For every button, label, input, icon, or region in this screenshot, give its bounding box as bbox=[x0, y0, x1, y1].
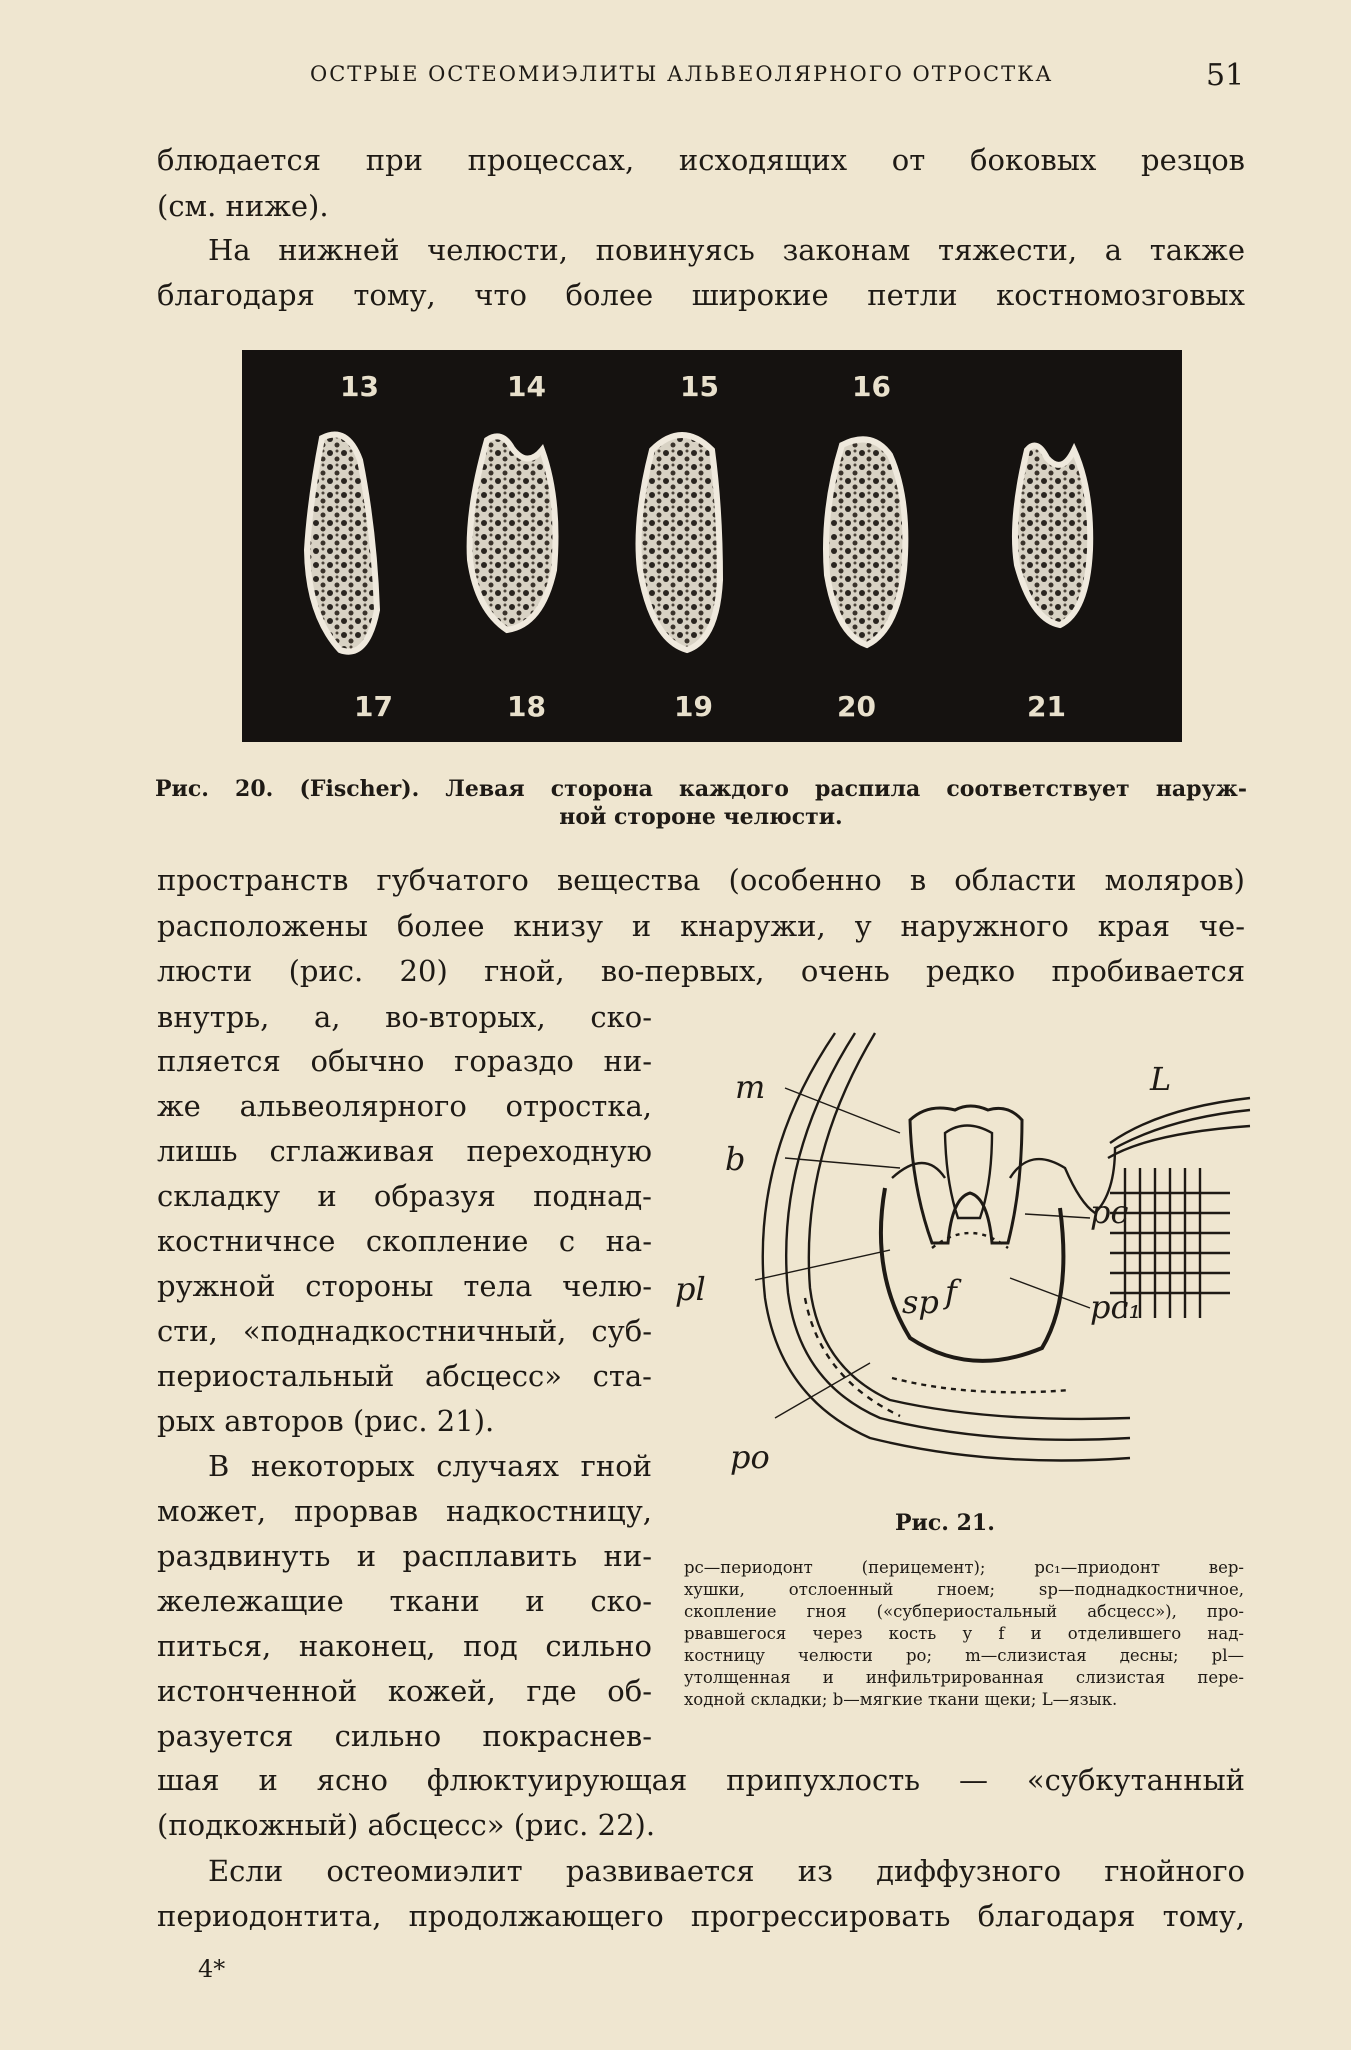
text-line: периодонтита, продолжающего прогрессировать благодаря тому, bbox=[157, 1899, 1245, 1933]
figure-21-legend bbox=[684, 1557, 1244, 1711]
section-label: 17 bbox=[354, 690, 393, 723]
label-b: b bbox=[725, 1140, 746, 1178]
legend-line: костницу челюсти po; m—слизистая десны; pl— bbox=[684, 1646, 1244, 1665]
text-line: шая и ясно флюктуирующая припухлость — «субкутанный bbox=[157, 1763, 1245, 1797]
caption-line: ной стороне челюсти. bbox=[559, 804, 843, 830]
text-line: лишь сглаживая переходную bbox=[157, 1134, 652, 1168]
bone-section-2 bbox=[470, 436, 556, 630]
text-line: люсти (рис. 20) гной, во-первых, очень редко пробивается bbox=[157, 954, 1245, 988]
label-L: L bbox=[1150, 1060, 1172, 1098]
bone-section-3 bbox=[639, 435, 721, 650]
text-line: же альвеолярного отростка, bbox=[157, 1089, 652, 1123]
legend-line: хушки, отслоенный гноем; sp—поднадкостничное, bbox=[684, 1580, 1244, 1599]
section-label: 14 bbox=[507, 370, 546, 403]
text-line: костничнсе скопление с на- bbox=[157, 1224, 652, 1258]
legend-line: рвавшегося через кость у f и отделившего над- bbox=[684, 1624, 1244, 1643]
section-label: 19 bbox=[674, 690, 713, 723]
caption-line: Рис. 20. (Fischer). Левая сторона каждого распила соответствует наруж- bbox=[155, 776, 1247, 802]
text-line: (подкожный) абсцесс» (рис. 22). bbox=[157, 1808, 656, 1842]
text-line: периостальный абсцесс» ста- bbox=[157, 1359, 652, 1393]
text-line: может, прорвав надкостницу, bbox=[157, 1494, 652, 1528]
section-label: 15 bbox=[680, 370, 719, 403]
text-line: благодаря тому, что более широкие петли костномозговых bbox=[157, 278, 1245, 312]
bone-sections-illustration bbox=[242, 350, 1182, 742]
text-line: (см. ниже). bbox=[157, 189, 329, 223]
text-line: блюдается при процессах, исходящих от боковых резцов bbox=[157, 143, 1245, 177]
label-m: m bbox=[735, 1068, 766, 1106]
text-line: ружной стороны тела челю- bbox=[157, 1269, 652, 1303]
bone-section-1 bbox=[307, 434, 377, 651]
label-po: po bbox=[730, 1438, 770, 1476]
bone-section-4 bbox=[826, 439, 905, 645]
text-line: На нижней челюсти, повинуясь законам тяжести, а также bbox=[208, 233, 1245, 267]
page-number: 51 bbox=[1206, 58, 1245, 93]
legend-line: утолщенная и инфильтрированная слизистая пере- bbox=[684, 1668, 1244, 1687]
legend-line: ходной складки; b—мягкие ткани щеки; L—язык. bbox=[684, 1690, 1118, 1709]
legend-line: pc—периодонт (перицемент); pc₁—приодонт вер- bbox=[684, 1558, 1244, 1577]
text-line: жележащие ткани и ско- bbox=[157, 1584, 652, 1618]
section-label: 13 bbox=[340, 370, 379, 403]
bone-section-5 bbox=[1015, 446, 1090, 626]
section-label: 16 bbox=[852, 370, 891, 403]
text-line: Если остеомиэлит развивается из диффузного гнойного bbox=[208, 1854, 1245, 1888]
text-line: внутрь, а, во-вторых, ско- bbox=[157, 1000, 652, 1034]
section-label: 20 bbox=[837, 690, 876, 723]
text-line: пространств губчатого вещества (особенно в области моляров) bbox=[157, 863, 1245, 897]
text-line: пляется обычно гораздо ни- bbox=[157, 1044, 652, 1078]
text-line: раздвинуть и расплавить ни- bbox=[157, 1539, 652, 1573]
text-line: складку и образуя поднад- bbox=[157, 1179, 652, 1213]
label-pc1: pc₁ bbox=[1090, 1288, 1142, 1326]
text-line: разуется сильно покраснев- bbox=[157, 1719, 652, 1753]
figure-21-drawing bbox=[670, 1018, 1260, 1488]
text-line: В некоторых случаях гной bbox=[208, 1449, 652, 1483]
figure-20-photo bbox=[242, 350, 1182, 742]
signature-mark: 4* bbox=[198, 1955, 226, 1983]
running-header: ОСТРЫЕ ОСТЕОМИЭЛИТЫ АЛЬВЕОЛЯРНОГО ОТРОСТКА bbox=[310, 62, 1054, 86]
text-line: питься, наконец, под сильно bbox=[157, 1629, 652, 1663]
label-pl: pl bbox=[675, 1270, 706, 1308]
label-pc: pc bbox=[1090, 1193, 1129, 1231]
label-f: f bbox=[945, 1273, 957, 1311]
legend-line: скопление гноя («субпериостальный абсцесс»), про- bbox=[684, 1602, 1244, 1621]
figure-20-caption bbox=[155, 775, 1247, 831]
text-line: сти, «поднадкостничный, суб- bbox=[157, 1314, 652, 1348]
text-line: истонченной кожей, где об- bbox=[157, 1674, 652, 1708]
text-line: рых авторов (рис. 21). bbox=[157, 1404, 495, 1438]
text-line: расположены более книзу и кнаружи, у наружного края че- bbox=[157, 909, 1245, 943]
figure-21-caption: Рис. 21. bbox=[895, 1510, 995, 1536]
section-label: 21 bbox=[1027, 690, 1066, 723]
jaw-schematic-illustration bbox=[670, 1018, 1260, 1488]
label-sp: sp bbox=[902, 1283, 939, 1321]
section-label: 18 bbox=[507, 690, 546, 723]
